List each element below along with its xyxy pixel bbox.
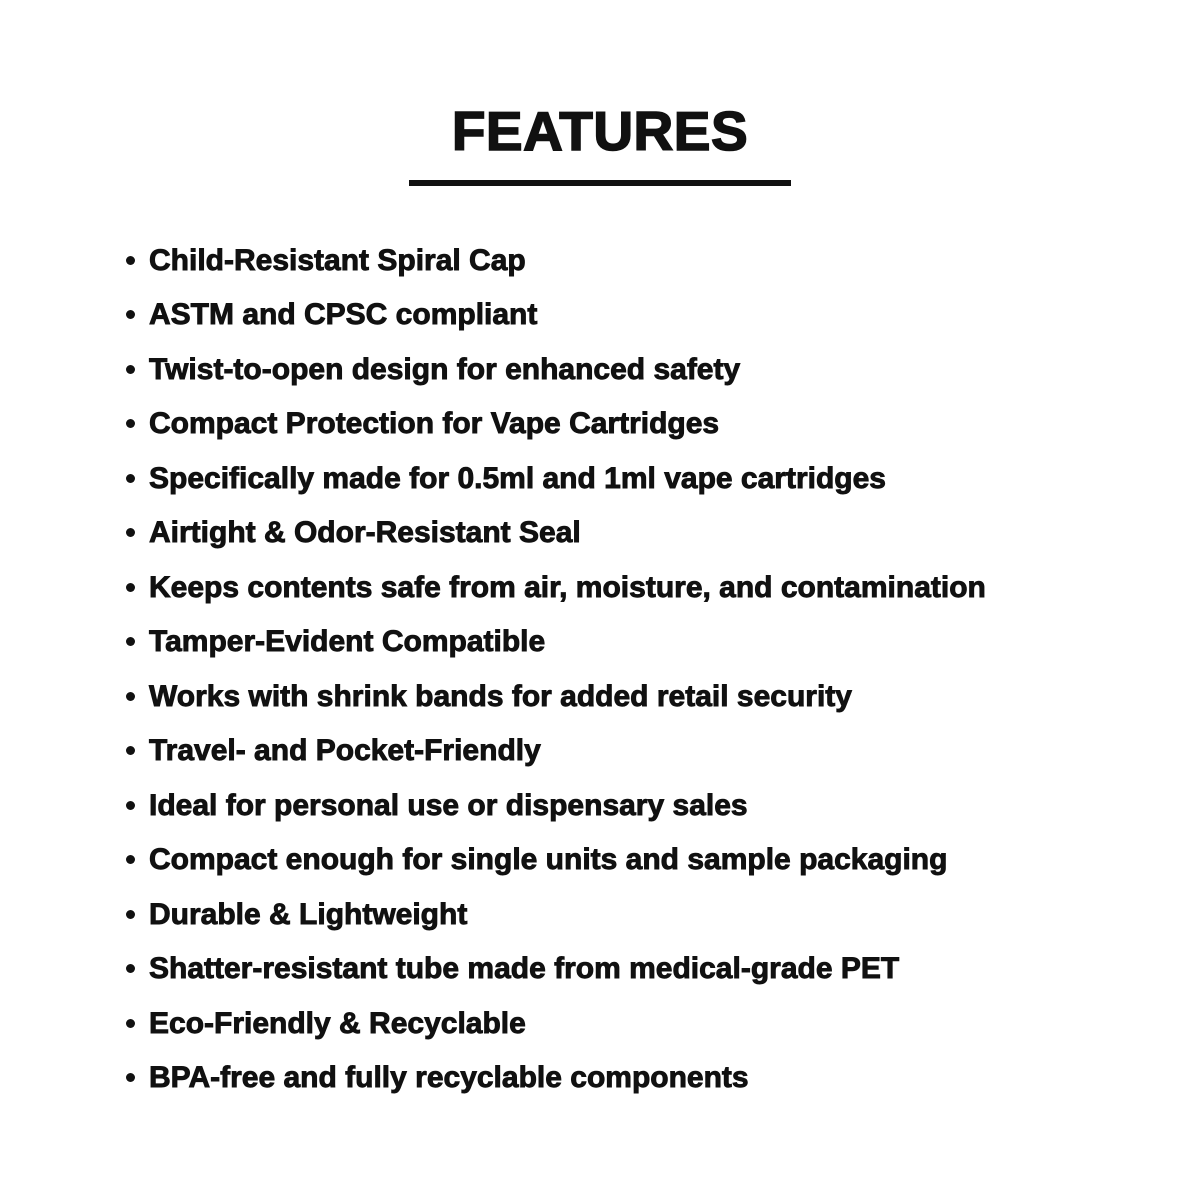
list-item	[126, 1051, 1166, 1106]
list-item-label: Compact enough for single units and sample packaging	[149, 843, 948, 877]
list-item-label: Keeps contents safe from air, moisture, and contamination	[149, 570, 986, 604]
bullet-icon	[126, 474, 135, 483]
bullet-icon	[126, 365, 135, 374]
bullet-icon	[126, 746, 135, 755]
bullet-icon	[126, 528, 135, 537]
bullet-icon	[126, 692, 135, 701]
bullet-icon	[126, 419, 135, 428]
list-item	[126, 996, 1166, 1051]
list-item	[126, 942, 1166, 997]
list-item-label: Twist-to-open design for enhanced safety	[149, 352, 741, 386]
list-item	[126, 342, 1166, 397]
list-item-label: Specifically made for 0.5ml and 1ml vape cartridges	[149, 461, 886, 495]
list-item-label: Durable & Lightweight	[149, 897, 468, 931]
list-item	[126, 506, 1166, 561]
list-item-label: Airtight & Odor-Resistant Seal	[149, 516, 581, 550]
list-item-label: Ideal for personal use or dispensary sales	[149, 788, 748, 822]
list-item-label: Child-Resistant Spiral Cap	[149, 243, 526, 277]
list-item-label: BPA-free and fully recyclable components	[149, 1061, 749, 1095]
list-item	[126, 397, 1166, 452]
list-item	[126, 288, 1166, 343]
list-item	[126, 233, 1166, 288]
page-title: FEATURES	[451, 100, 749, 162]
list-item	[126, 887, 1166, 942]
title-underline-rule	[409, 180, 791, 186]
list-item-label: Tamper-Evident Compatible	[149, 625, 546, 659]
list-item-label: Compact Protection for Vape Cartridges	[149, 407, 720, 441]
features-list	[126, 233, 1166, 1105]
bullet-icon	[126, 801, 135, 810]
list-item	[126, 778, 1166, 833]
list-item-label: ASTM and CPSC compliant	[149, 298, 538, 332]
page-header	[0, 100, 1200, 186]
bullet-icon	[126, 583, 135, 592]
list-item	[126, 724, 1166, 779]
bullet-icon	[126, 1073, 135, 1082]
bullet-icon	[126, 637, 135, 646]
list-item-label: Shatter-resistant tube made from medical-grade PET	[149, 952, 900, 986]
list-item	[126, 669, 1166, 724]
bullet-icon	[126, 310, 135, 319]
list-item	[126, 833, 1166, 888]
bullet-icon	[126, 1019, 135, 1028]
list-item	[126, 451, 1166, 506]
list-item	[126, 560, 1166, 615]
bullet-icon	[126, 855, 135, 864]
bullet-icon	[126, 964, 135, 973]
bullet-icon	[126, 910, 135, 919]
list-item-label: Eco-Friendly & Recyclable	[149, 1006, 526, 1040]
list-item	[126, 615, 1166, 670]
list-item-label: Travel- and Pocket-Friendly	[149, 734, 541, 768]
bullet-icon	[126, 256, 135, 265]
list-item-label: Works with shrink bands for added retail security	[149, 679, 852, 713]
